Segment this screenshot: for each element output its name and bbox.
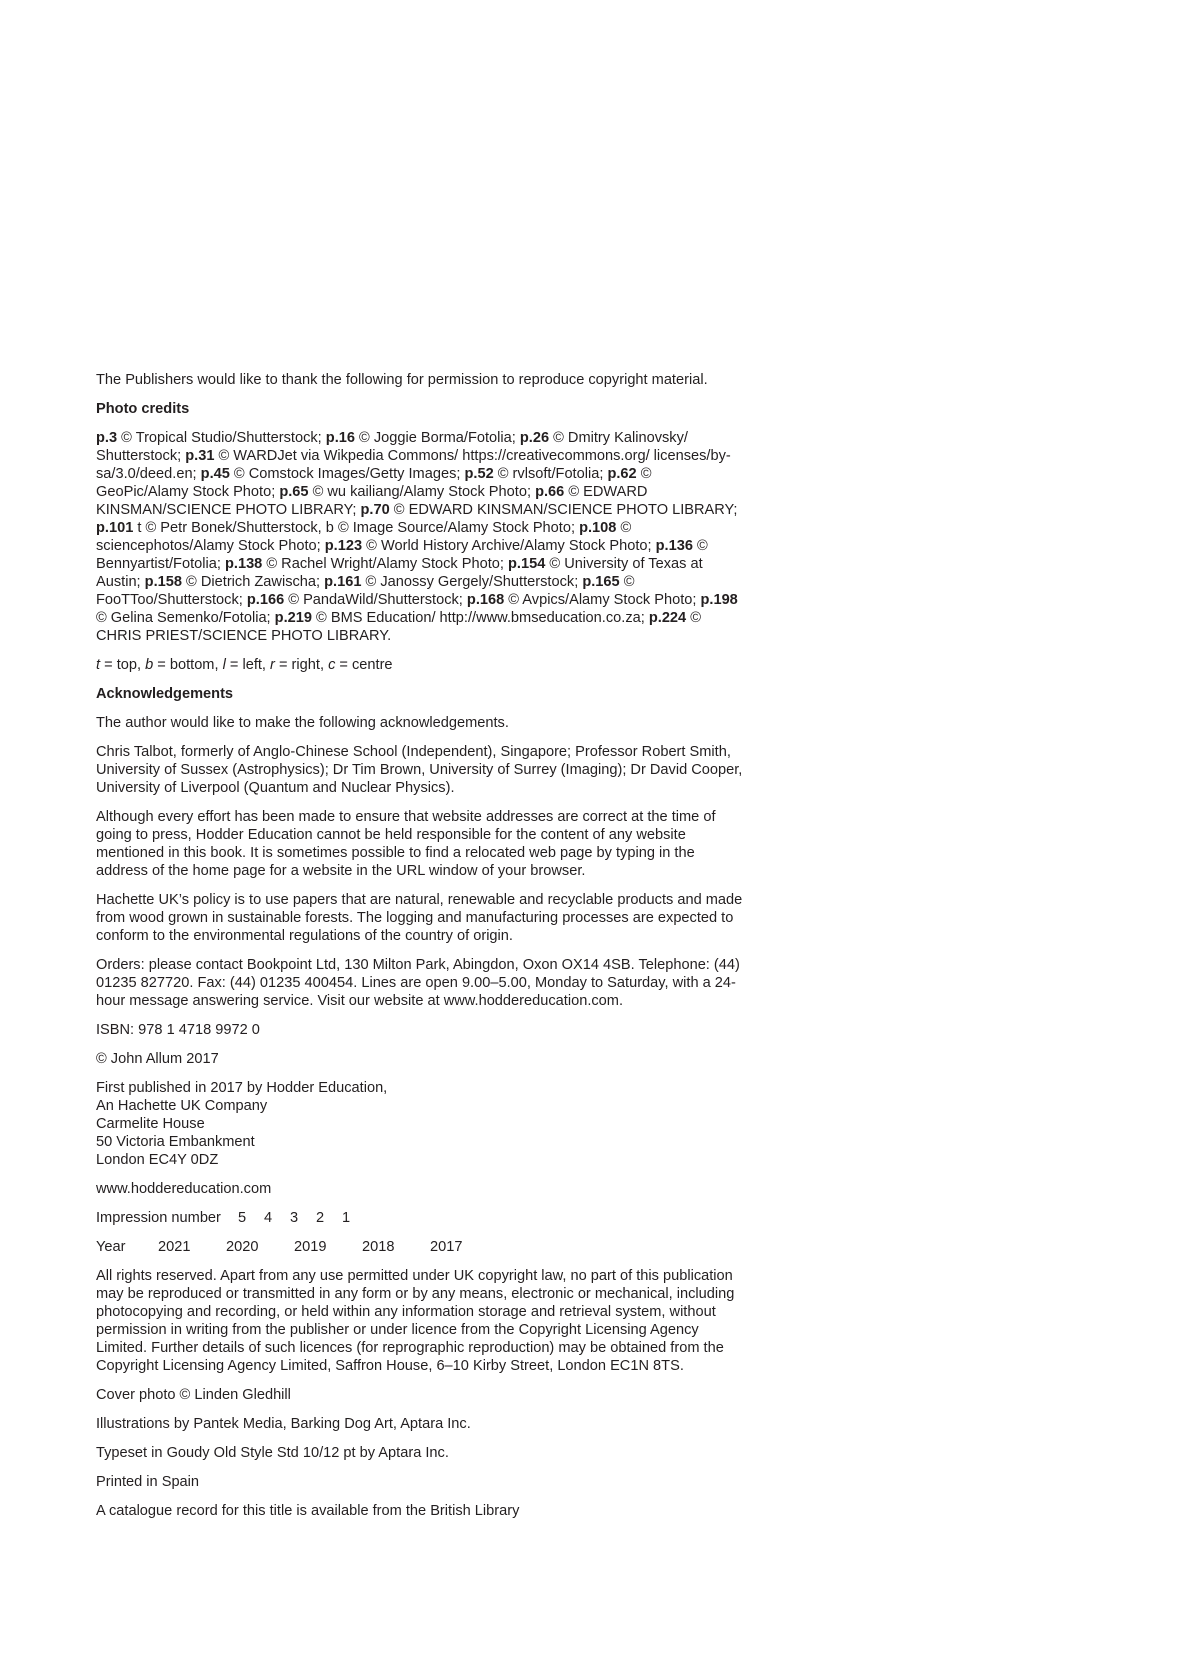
- year-value: 2019: [294, 1239, 327, 1255]
- year-value: 2020: [226, 1239, 259, 1255]
- credit-text: © Bennyartist/Fotolia;: [96, 538, 708, 572]
- credit-page-ref: p.16: [325, 430, 355, 446]
- credit-page-ref: p.65: [279, 484, 309, 500]
- year-label: Year: [96, 1239, 126, 1255]
- credit-text: © WARDJet via Wikpedia Commons/ https://creativecommons.org/ licenses/by-sa/3.0/deed.en;: [96, 448, 731, 482]
- key-t: t: [96, 657, 101, 673]
- credit-page-ref: p.219: [274, 610, 312, 626]
- credit-text: © EDWARD KINSMAN/SCIENCE PHOTO LIBRARY;: [389, 502, 738, 518]
- credit-page-ref: p.165: [582, 574, 620, 590]
- credit-page-ref: p.136: [655, 538, 693, 554]
- catalogue-record: A catalogue record for this title is available from the British Library: [96, 1503, 520, 1519]
- credit-page-ref: p.198: [700, 592, 738, 608]
- credit-page-ref: p.224: [648, 610, 687, 626]
- credit-text: © Tropical Studio/Shutterstock;: [117, 430, 326, 446]
- copyright-notice: © John Allum 2017: [96, 1051, 219, 1067]
- year-value: 2021: [158, 1239, 191, 1255]
- credit-page-ref: p.26: [519, 430, 550, 446]
- credit-text: © Comstock Images/Getty Images;: [229, 466, 465, 482]
- website-url: www.hoddereducation.com: [96, 1181, 272, 1197]
- copyright-page: [96, 371, 746, 1531]
- credit-text: © Dietrich Zawischa;: [182, 574, 325, 590]
- credit-page-ref: p.154: [508, 556, 546, 572]
- year-value: 2017: [430, 1239, 463, 1255]
- credit-page-ref: p.31: [185, 448, 215, 464]
- credit-text: © Janossy Gergely/Shutterstock;: [361, 574, 583, 590]
- impression-row: [96, 1209, 746, 1227]
- credit-page-ref: p.101: [96, 520, 134, 536]
- credit-text: © Gelina Semenko/Fotolia;: [96, 610, 275, 626]
- credit-page-ref: p.168: [466, 592, 505, 608]
- credit-text: © rvlsoft/Fotolia;: [493, 466, 608, 482]
- credit-text: © CHRIS PRIEST/SCIENCE PHOTO LIBRARY.: [96, 610, 701, 644]
- credit-page-ref: p.123: [324, 538, 363, 554]
- rights-statement: All rights reserved. Apart from any use permitted under UK copyright law, no part of this publication may be reproduced or transmitted in any form or by any means, electronic or mechanical, including photocopying and recording, or held within any information storage and retrieval system, without permission in writing from the publisher or under licence from the Copyright Licensing Agency Limited. Further details of such licences (for reprographic reproduction) may be obtained from the Copyright Licensing Agency Limited, Saffron House, 6–10 Kirby Street, London EC1N 8TS.: [96, 1268, 735, 1374]
- credit-page-ref: p.161: [324, 574, 362, 590]
- cover-photo-credit: Cover photo © Linden Gledhill: [96, 1387, 291, 1403]
- publisher-line: London EC4Y 0DZ: [96, 1152, 219, 1168]
- key-c: c: [328, 657, 336, 673]
- website-disclaimer: Although every effort has been made to ensure that website addresses are correct at the time of going to press, Hodder Education cannot be held responsible for the content of any website mentioned in this book. It is sometimes possible to find a relocated web page by typing in the address of the home page for a website in the URL window of your browser.: [96, 809, 716, 879]
- publisher-line: 50 Victoria Embankment: [96, 1134, 255, 1150]
- impression-label: Impression number: [96, 1210, 221, 1226]
- acknowledgements-heading: Acknowledgements: [96, 686, 234, 702]
- ack-intro: The author would like to make the following acknowledgements.: [96, 715, 509, 731]
- position-key: t = top, b = bottom, l = left, r = right, c = centre: [96, 657, 393, 673]
- impression-number: 4: [264, 1210, 273, 1226]
- credit-page-ref: p.66: [535, 484, 565, 500]
- credit-page-ref: p.70: [360, 502, 390, 518]
- key-b: b: [145, 657, 154, 673]
- credit-text: © University of Texas at Austin;: [96, 556, 703, 590]
- credit-page-ref: p.138: [224, 556, 263, 572]
- key-r: r: [270, 657, 275, 673]
- credit-page-ref: p.166: [246, 592, 285, 608]
- publisher-address: [96, 1079, 746, 1169]
- credit-page-ref: p.158: [144, 574, 182, 590]
- credit-text: © GeoPic/Alamy Stock Photo;: [96, 466, 652, 500]
- credit-text: © Rachel Wright/Alamy Stock Photo;: [262, 556, 509, 572]
- illustrations-credit: Illustrations by Pantek Media, Barking Dog Art, Aptara Inc.: [96, 1416, 471, 1432]
- photo-credits-heading: Photo credits: [96, 401, 190, 417]
- credit-text: © World History Archive/Alamy Stock Photo;: [362, 538, 656, 554]
- credit-text: © Dmitry Kalinovsky/ Shutterstock;: [96, 430, 688, 464]
- credit-text: © FooTToo/Shutterstock;: [96, 574, 635, 608]
- typeset-info: Typeset in Goudy Old Style Std 10/12 pt by Aptara Inc.: [96, 1445, 449, 1461]
- credit-page-ref: p.62: [607, 466, 637, 482]
- key-l: l: [222, 657, 226, 673]
- impression-number: 1: [342, 1210, 351, 1226]
- isbn: ISBN: 978 1 4718 9972 0: [96, 1022, 260, 1038]
- publisher-line: First published in 2017 by Hodder Education,: [96, 1080, 388, 1096]
- credit-text: © PandaWild/Shutterstock;: [284, 592, 467, 608]
- impression-number: 2: [316, 1210, 325, 1226]
- year-value: 2018: [362, 1239, 395, 1255]
- credit-page-ref: p.3: [96, 430, 118, 446]
- credit-page-ref: p.52: [464, 466, 494, 482]
- impression-number: 5: [238, 1210, 247, 1226]
- intro-text: The Publishers would like to thank the following for permission to reproduce copyright material.: [96, 372, 708, 388]
- paper-policy: Hachette UK’s policy is to use papers that are natural, renewable and recyclable products and made from wood grown in sustainable forests. The logging and manufacturing processes are expected to conform to the environmental regulations of the country of origin.: [96, 892, 743, 944]
- credit-page-ref: p.108: [579, 520, 617, 536]
- credit-text: © BMS Education/ http://www.bmseducation.co.za;: [312, 610, 649, 626]
- impression-number: 3: [290, 1210, 299, 1226]
- orders-info: Orders: please contact Bookpoint Ltd, 130 Milton Park, Abingdon, Oxon OX14 4SB. Telephone: (44) 01235 827720. Fax: (44) 01235 400454. Lines are open 9.00–5.00, Monday to Saturday, with a 24-hour message answering service. Visit our website at www.hoddereducation.com.: [96, 957, 740, 1009]
- printed-in: Printed in Spain: [96, 1474, 200, 1490]
- publisher-line: An Hachette UK Company: [96, 1098, 268, 1114]
- credit-text: © Avpics/Alamy Stock Photo;: [504, 592, 701, 608]
- year-row: [96, 1238, 746, 1256]
- credit-text: © Joggie Borma/Fotolia;: [354, 430, 520, 446]
- credit-text: © wu kailiang/Alamy Stock Photo;: [308, 484, 536, 500]
- credit-text: © EDWARD KINSMAN/SCIENCE PHOTO LIBRARY;: [96, 484, 648, 518]
- credit-text: © sciencephotos/Alamy Stock Photo;: [96, 520, 632, 554]
- credit-text: t © Petr Bonek/Shutterstock, b © Image Source/Alamy Stock Photo;: [133, 520, 580, 536]
- credit-page-ref: p.45: [200, 466, 230, 482]
- publisher-line: Carmelite House: [96, 1116, 205, 1132]
- ack-people: Chris Talbot, formerly of Anglo-Chinese School (Independent), Singapore; Professor Robert Smith, University of Sussex (Astrophysics); Dr Tim Brown, University of Surrey (Imaging); Dr David Cooper, University of Liverpool (Quantum and Nuclear Physics).: [96, 744, 743, 796]
- photo-credits-list: [96, 429, 746, 645]
